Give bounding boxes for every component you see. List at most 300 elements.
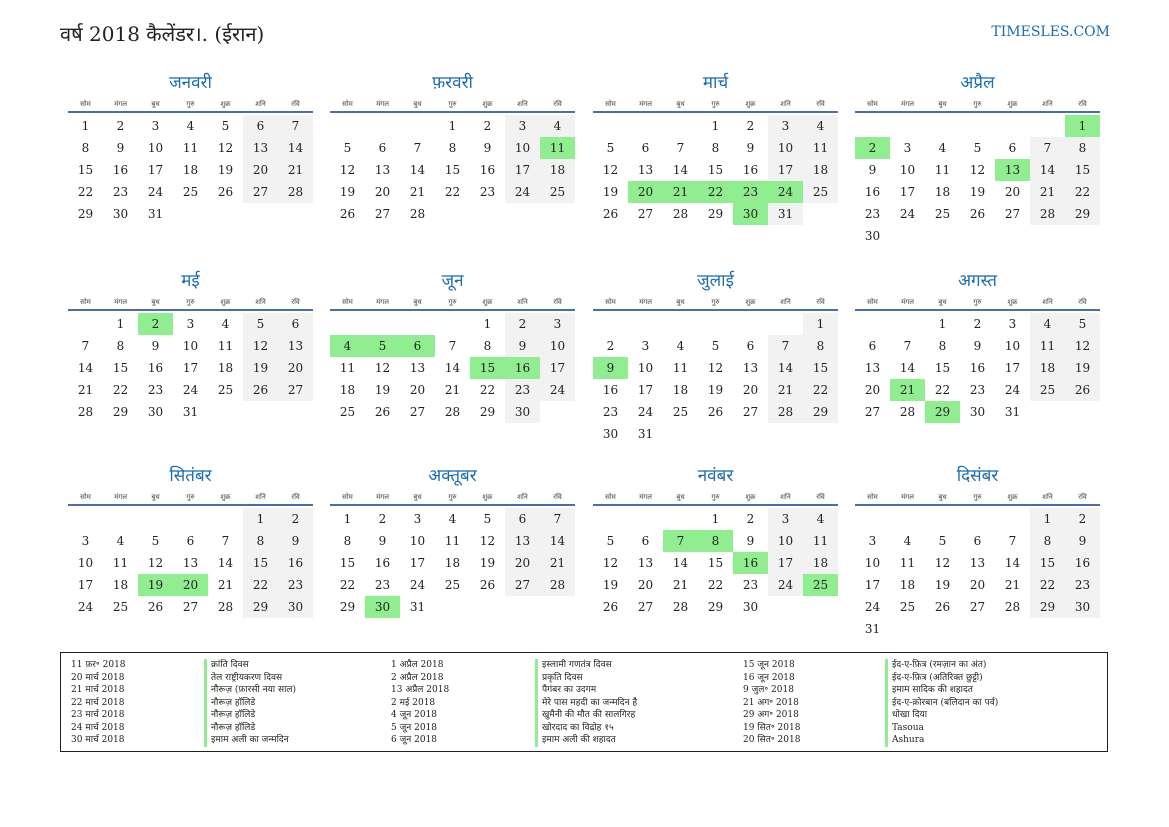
day-cell: 10 bbox=[147, 141, 164, 155]
day-cell: 7 bbox=[1030, 137, 1065, 159]
empty-cell bbox=[890, 115, 925, 137]
day-cell: 12 bbox=[479, 534, 496, 548]
holiday-date: 9 जुल॰ 2018 bbox=[743, 685, 794, 695]
day-cell: 12 bbox=[243, 335, 278, 357]
holiday-name: खोरदाद का विद्रोह १५ bbox=[535, 722, 637, 735]
day-cell: 8 bbox=[483, 339, 492, 353]
weekday-label: बुध bbox=[938, 100, 947, 108]
day-cell: 3 bbox=[868, 534, 877, 548]
day-cell: 9 bbox=[151, 339, 160, 353]
day-cell: 12 bbox=[934, 556, 951, 570]
holiday-name: नौरूज़ हॉलिडे bbox=[204, 709, 296, 722]
days-grid bbox=[593, 508, 838, 618]
weekday-label: रवि bbox=[291, 100, 300, 108]
holiday-date: 20 मार्च 2018 bbox=[71, 672, 125, 683]
day-cell: 4 bbox=[938, 141, 947, 155]
weekday-label: शुक्र bbox=[1007, 100, 1018, 108]
day-cell: 10 bbox=[637, 361, 654, 375]
day-cell: 29 bbox=[479, 405, 496, 419]
empty-cell bbox=[400, 313, 435, 335]
day-cell: 19 bbox=[339, 185, 356, 199]
weekday-label: शनि bbox=[1042, 298, 1053, 306]
day-cell: 26 bbox=[602, 207, 619, 221]
day-cell: 18 bbox=[444, 556, 461, 570]
day-cell: 25 bbox=[444, 578, 461, 592]
holiday-name: ईद-ए-क़ोरबान (बलिदान का पर्व) bbox=[885, 697, 998, 710]
holiday-date: 1 अप्रैल 2018 bbox=[391, 660, 444, 670]
day-cell: 31 bbox=[768, 203, 803, 225]
days-grid bbox=[68, 508, 313, 618]
day-cell: 14 bbox=[768, 357, 803, 379]
weekday-label: शनि bbox=[517, 493, 528, 501]
day-cell: 21 bbox=[1030, 181, 1065, 203]
weekday-label: मंगल bbox=[114, 298, 127, 306]
day-cell: 25 bbox=[934, 207, 951, 221]
month-6 bbox=[330, 270, 575, 423]
holiday-day-cell: 2 bbox=[138, 313, 173, 335]
weekday-label: शनि bbox=[780, 100, 791, 108]
day-cell: 18 bbox=[540, 159, 575, 181]
empty-cell bbox=[995, 115, 1030, 137]
day-cell: 18 bbox=[899, 578, 916, 592]
header-rule bbox=[330, 111, 575, 113]
day-cell: 2 bbox=[973, 317, 982, 331]
day-cell: 2 bbox=[1065, 508, 1100, 530]
day-cell: 15 bbox=[934, 361, 951, 375]
day-cell: 22 bbox=[77, 185, 94, 199]
day-cell: 16 bbox=[278, 552, 313, 574]
day-cell: 3 bbox=[903, 141, 912, 155]
weekday-label: सोम bbox=[80, 493, 91, 501]
day-cell: 2 bbox=[116, 119, 125, 133]
weekday-label: शुक्र bbox=[1007, 493, 1018, 501]
day-cell: 20 bbox=[243, 159, 278, 181]
day-cell: 29 bbox=[112, 405, 129, 419]
day-cell: 6 bbox=[641, 534, 650, 548]
empty-cell bbox=[663, 508, 698, 530]
day-cell: 15 bbox=[707, 556, 724, 570]
day-cell: 30 bbox=[742, 600, 759, 614]
day-cell: 22 bbox=[243, 574, 278, 596]
day-cell: 7 bbox=[540, 508, 575, 530]
day-cell: 23 bbox=[969, 383, 986, 397]
day-cell: 1 bbox=[243, 508, 278, 530]
holiday-date: 21 अग॰ 2018 bbox=[743, 697, 799, 708]
empty-cell bbox=[365, 115, 400, 137]
day-cell: 26 bbox=[339, 207, 356, 221]
day-cell: 27 bbox=[864, 405, 881, 419]
empty-cell bbox=[890, 508, 925, 530]
holiday-day-cell: 15 bbox=[470, 357, 505, 379]
holiday-name: इस्लामी गणतंत्र दिवस bbox=[535, 659, 637, 672]
day-cell: 18 bbox=[182, 163, 199, 177]
day-cell: 31 bbox=[637, 427, 654, 441]
day-cell: 10 bbox=[899, 163, 916, 177]
day-cell: 3 bbox=[768, 508, 803, 530]
empty-cell bbox=[855, 508, 890, 530]
day-cell: 4 bbox=[448, 512, 457, 526]
day-cell: 30 bbox=[505, 401, 540, 423]
empty-cell bbox=[400, 115, 435, 137]
day-cell: 24 bbox=[637, 405, 654, 419]
day-cell: 8 bbox=[243, 530, 278, 552]
day-cell: 15 bbox=[339, 556, 356, 570]
month-title: जून bbox=[441, 271, 464, 291]
day-cell: 20 bbox=[1004, 185, 1021, 199]
day-cell: 2 bbox=[746, 512, 755, 526]
day-cell: 23 bbox=[278, 574, 313, 596]
day-cell: 16 bbox=[374, 556, 391, 570]
holiday-day-cell: 24 bbox=[768, 181, 803, 203]
day-cell: 1 bbox=[483, 317, 492, 331]
empty-cell bbox=[768, 313, 803, 335]
day-cell: 29 bbox=[1030, 596, 1065, 618]
holiday-date: 13 अप्रैल 2018 bbox=[391, 685, 450, 695]
holiday-name: खुमैनी की मौत की सालगिरह bbox=[535, 709, 637, 722]
day-cell: 25 bbox=[339, 405, 356, 419]
holiday-name: क्रांति दिवस bbox=[204, 659, 296, 672]
days-grid bbox=[330, 508, 575, 618]
weekday-label: शनि bbox=[1042, 100, 1053, 108]
month-1 bbox=[68, 72, 313, 225]
empty-cell bbox=[330, 313, 365, 335]
day-cell: 13 bbox=[637, 163, 654, 177]
day-cell: 10 bbox=[1004, 339, 1021, 353]
day-cell: 9 bbox=[483, 141, 492, 155]
day-cell: 6 bbox=[746, 339, 755, 353]
day-cell: 23 bbox=[147, 383, 164, 397]
holiday-day-cell: 21 bbox=[890, 379, 925, 401]
day-cell: 12 bbox=[147, 556, 164, 570]
day-cell: 13 bbox=[864, 361, 881, 375]
month-title: अक्तूबर bbox=[428, 466, 477, 486]
day-cell: 22 bbox=[479, 383, 496, 397]
holiday-date: 20 सित॰ 2018 bbox=[743, 735, 801, 745]
weekday-label: शनि bbox=[780, 298, 791, 306]
holiday-day-cell: 25 bbox=[803, 574, 838, 596]
day-cell: 18 bbox=[803, 159, 838, 181]
day-cell: 1 bbox=[938, 317, 947, 331]
day-cell: 17 bbox=[768, 159, 803, 181]
weekday-label: शुक्र bbox=[745, 298, 756, 306]
day-cell: 20 bbox=[505, 552, 540, 574]
day-cell: 27 bbox=[243, 181, 278, 203]
day-cell: 15 bbox=[1030, 552, 1065, 574]
weekday-label: मंगल bbox=[639, 298, 652, 306]
holiday-name: नौरूज़ हॉलिडे bbox=[204, 722, 296, 735]
day-cell: 6 bbox=[973, 534, 982, 548]
days-grid bbox=[330, 115, 575, 225]
day-cell: 31 bbox=[147, 207, 164, 221]
day-cell: 5 bbox=[938, 534, 947, 548]
weekday-header bbox=[330, 490, 575, 504]
weekday-label: मंगल bbox=[114, 100, 127, 108]
day-cell: 19 bbox=[969, 185, 986, 199]
day-cell: 25 bbox=[112, 600, 129, 614]
day-cell: 19 bbox=[479, 556, 496, 570]
weekday-label: गुरु bbox=[186, 298, 195, 306]
weekday-label: शनि bbox=[517, 298, 528, 306]
weekday-label: बुध bbox=[938, 493, 947, 501]
holiday-name: ईद-ए-फ़ित्र (अतिरिक्त छुट्टी) bbox=[885, 672, 998, 685]
day-cell: 28 bbox=[1004, 600, 1021, 614]
day-cell: 12 bbox=[374, 361, 391, 375]
month-12 bbox=[855, 465, 1100, 640]
day-cell: 2 bbox=[483, 119, 492, 133]
weekday-label: रवि bbox=[553, 100, 562, 108]
month-8 bbox=[855, 270, 1100, 423]
day-cell: 29 bbox=[243, 596, 278, 618]
holiday-name: इमाम अली का जन्मदिन bbox=[204, 734, 296, 747]
days-grid bbox=[330, 313, 575, 423]
day-cell: 21 bbox=[77, 383, 94, 397]
weekday-label: सोम bbox=[80, 298, 91, 306]
weekday-label: सोम bbox=[605, 100, 616, 108]
day-cell: 29 bbox=[803, 401, 838, 423]
day-cell: 9 bbox=[868, 163, 877, 177]
site-link[interactable]: TIMESLES.COM bbox=[991, 24, 1110, 40]
empty-cell bbox=[103, 508, 138, 530]
day-cell: 23 bbox=[374, 578, 391, 592]
day-cell: 24 bbox=[147, 185, 164, 199]
day-cell: 4 bbox=[676, 339, 685, 353]
day-cell: 14 bbox=[217, 556, 234, 570]
empty-cell bbox=[925, 115, 960, 137]
day-cell: 30 bbox=[147, 405, 164, 419]
weekday-label: बुध bbox=[151, 100, 160, 108]
weekday-label: गुरु bbox=[448, 100, 457, 108]
weekday-label: सोम bbox=[867, 100, 878, 108]
day-cell: 31 bbox=[1004, 405, 1021, 419]
day-cell: 13 bbox=[243, 137, 278, 159]
month-2 bbox=[330, 72, 575, 225]
day-cell: 9 bbox=[378, 534, 387, 548]
day-cell: 3 bbox=[768, 115, 803, 137]
day-cell: 18 bbox=[339, 383, 356, 397]
day-cell: 8 bbox=[81, 141, 90, 155]
weekday-header bbox=[855, 490, 1100, 504]
holiday-name: Tasoua bbox=[885, 722, 998, 735]
day-cell: 11 bbox=[672, 361, 689, 375]
day-cell: 8 bbox=[448, 141, 457, 155]
day-cell: 21 bbox=[672, 578, 689, 592]
weekday-header bbox=[855, 295, 1100, 309]
weekday-label: गुरु bbox=[448, 493, 457, 501]
day-cell: 28 bbox=[768, 401, 803, 423]
holiday-day-cell: 13 bbox=[995, 159, 1030, 181]
month-title: दिसंबर bbox=[956, 466, 999, 486]
day-cell: 7 bbox=[448, 339, 457, 353]
month-title: अगस्त bbox=[958, 271, 997, 291]
day-cell: 28 bbox=[217, 600, 234, 614]
day-cell: 3 bbox=[413, 512, 422, 526]
day-cell: 14 bbox=[899, 361, 916, 375]
day-cell: 2 bbox=[746, 119, 755, 133]
day-cell: 6 bbox=[186, 534, 195, 548]
day-cell: 30 bbox=[278, 596, 313, 618]
weekday-label: शुक्र bbox=[745, 100, 756, 108]
empty-cell bbox=[68, 313, 103, 335]
day-cell: 25 bbox=[672, 405, 689, 419]
day-cell: 17 bbox=[540, 357, 575, 379]
holiday-date: 22 मार्च 2018 bbox=[71, 697, 125, 708]
holiday-day-cell: 7 bbox=[663, 530, 698, 552]
header-rule bbox=[68, 111, 313, 113]
weekday-label: शनि bbox=[255, 100, 266, 108]
weekday-label: शनि bbox=[780, 493, 791, 501]
holiday-date: 30 मार्च 2018 bbox=[71, 735, 125, 745]
holiday-name: ईद-ए-फ़ित्र (रमज़ान का अंत) bbox=[885, 659, 998, 672]
day-cell: 6 bbox=[378, 141, 387, 155]
holiday-date: 15 जून 2018 bbox=[743, 660, 795, 670]
day-cell: 5 bbox=[151, 534, 160, 548]
day-cell: 9 bbox=[116, 141, 125, 155]
weekday-label: गुरु bbox=[186, 493, 195, 501]
holiday-day-cell: 6 bbox=[400, 335, 435, 357]
day-cell: 27 bbox=[505, 574, 540, 596]
day-cell: 5 bbox=[243, 313, 278, 335]
day-cell: 17 bbox=[147, 163, 164, 177]
day-cell: 16 bbox=[1065, 552, 1100, 574]
holiday-name: नौरूज़ हॉलिडे bbox=[204, 697, 296, 710]
day-cell: 24 bbox=[540, 379, 575, 401]
day-cell: 9 bbox=[505, 335, 540, 357]
weekday-label: सोम bbox=[605, 298, 616, 306]
holiday-date: 23 मार्च 2018 bbox=[71, 710, 125, 720]
day-cell: 20 bbox=[374, 185, 391, 199]
day-cell: 10 bbox=[768, 530, 803, 552]
day-cell: 6 bbox=[505, 508, 540, 530]
day-cell: 20 bbox=[637, 578, 654, 592]
holiday-day-cell: 20 bbox=[173, 574, 208, 596]
month-9 bbox=[68, 465, 313, 618]
weekday-label: मंगल bbox=[901, 298, 914, 306]
day-cell: 16 bbox=[969, 361, 986, 375]
weekday-label: सोम bbox=[342, 493, 353, 501]
days-grid bbox=[593, 313, 838, 445]
day-cell: 11 bbox=[217, 339, 234, 353]
day-cell: 13 bbox=[182, 556, 199, 570]
holiday-day-cell: 2 bbox=[855, 137, 890, 159]
day-cell: 26 bbox=[969, 207, 986, 221]
empty-cell bbox=[663, 313, 698, 335]
weekday-label: रवि bbox=[1078, 298, 1087, 306]
day-cell: 26 bbox=[217, 185, 234, 199]
holiday-day-cell: 20 bbox=[628, 181, 663, 203]
day-cell: 27 bbox=[637, 207, 654, 221]
holiday-names-column bbox=[204, 659, 296, 747]
day-cell: 12 bbox=[217, 141, 234, 155]
day-cell: 23 bbox=[602, 405, 619, 419]
day-cell: 1 bbox=[116, 317, 125, 331]
day-cell: 27 bbox=[969, 600, 986, 614]
day-cell: 10 bbox=[768, 137, 803, 159]
month-title: मार्च bbox=[702, 73, 729, 93]
day-cell: 5 bbox=[1065, 313, 1100, 335]
empty-cell bbox=[330, 115, 365, 137]
empty-cell bbox=[890, 313, 925, 335]
day-cell: 17 bbox=[505, 159, 540, 181]
day-cell: 26 bbox=[602, 600, 619, 614]
holiday-dates-column bbox=[743, 659, 800, 747]
page-title: वर्ष 2018 कैलेंडर।. (ईरान) bbox=[60, 22, 265, 46]
day-cell: 17 bbox=[1004, 361, 1021, 375]
day-cell: 20 bbox=[742, 383, 759, 397]
month-title: अप्रैल bbox=[960, 73, 995, 93]
holiday-day-cell: 21 bbox=[663, 181, 698, 203]
month-4 bbox=[855, 72, 1100, 247]
day-cell: 10 bbox=[409, 534, 426, 548]
day-cell: 24 bbox=[1004, 383, 1021, 397]
empty-cell bbox=[663, 115, 698, 137]
day-cell: 20 bbox=[969, 578, 986, 592]
day-cell: 26 bbox=[243, 379, 278, 401]
day-cell: 18 bbox=[112, 578, 129, 592]
weekday-label: गुरु bbox=[186, 100, 195, 108]
day-cell: 31 bbox=[409, 600, 426, 614]
day-cell: 8 bbox=[1065, 137, 1100, 159]
day-cell: 1 bbox=[81, 119, 90, 133]
day-cell: 9 bbox=[278, 530, 313, 552]
month-10 bbox=[330, 465, 575, 618]
day-cell: 3 bbox=[505, 115, 540, 137]
holiday-date: 6 जून 2018 bbox=[391, 735, 438, 745]
weekday-label: सोम bbox=[867, 298, 878, 306]
days-grid bbox=[68, 313, 313, 423]
weekday-label: मंगल bbox=[114, 493, 127, 501]
weekday-label: मंगल bbox=[639, 100, 652, 108]
weekday-label: बुध bbox=[938, 298, 947, 306]
day-cell: 5 bbox=[483, 512, 492, 526]
day-cell: 28 bbox=[278, 181, 313, 203]
weekday-label: शुक्र bbox=[220, 493, 231, 501]
day-cell: 5 bbox=[606, 534, 615, 548]
day-cell: 3 bbox=[540, 313, 575, 335]
weekday-header bbox=[330, 295, 575, 309]
day-cell: 26 bbox=[707, 405, 724, 419]
weekday-header bbox=[68, 97, 313, 111]
day-cell: 14 bbox=[278, 137, 313, 159]
day-cell: 27 bbox=[742, 405, 759, 419]
day-cell: 19 bbox=[934, 578, 951, 592]
day-cell: 6 bbox=[278, 313, 313, 335]
day-cell: 14 bbox=[1004, 556, 1021, 570]
day-cell: 13 bbox=[637, 556, 654, 570]
holiday-list bbox=[60, 652, 1108, 752]
month-3 bbox=[593, 72, 838, 225]
header-rule bbox=[330, 504, 575, 506]
day-cell: 13 bbox=[505, 530, 540, 552]
holiday-name: नौरूज़ (फ़ारसी नया साल) bbox=[204, 684, 296, 697]
days-grid bbox=[68, 115, 313, 225]
day-cell: 25 bbox=[1030, 379, 1065, 401]
holiday-date: 21 मार्च 2018 bbox=[71, 685, 125, 695]
day-cell: 4 bbox=[116, 534, 125, 548]
weekday-label: बुध bbox=[676, 493, 685, 501]
day-cell: 21 bbox=[540, 552, 575, 574]
day-cell: 13 bbox=[278, 335, 313, 357]
day-cell: 29 bbox=[1065, 203, 1100, 225]
day-cell: 3 bbox=[1008, 317, 1017, 331]
header-rule bbox=[593, 111, 838, 113]
empty-cell bbox=[855, 313, 890, 335]
day-cell: 8 bbox=[116, 339, 125, 353]
weekday-header bbox=[593, 295, 838, 309]
weekday-label: सोम bbox=[342, 100, 353, 108]
day-cell: 10 bbox=[505, 137, 540, 159]
weekday-label: शुक्र bbox=[482, 298, 493, 306]
day-cell: 16 bbox=[742, 163, 759, 177]
